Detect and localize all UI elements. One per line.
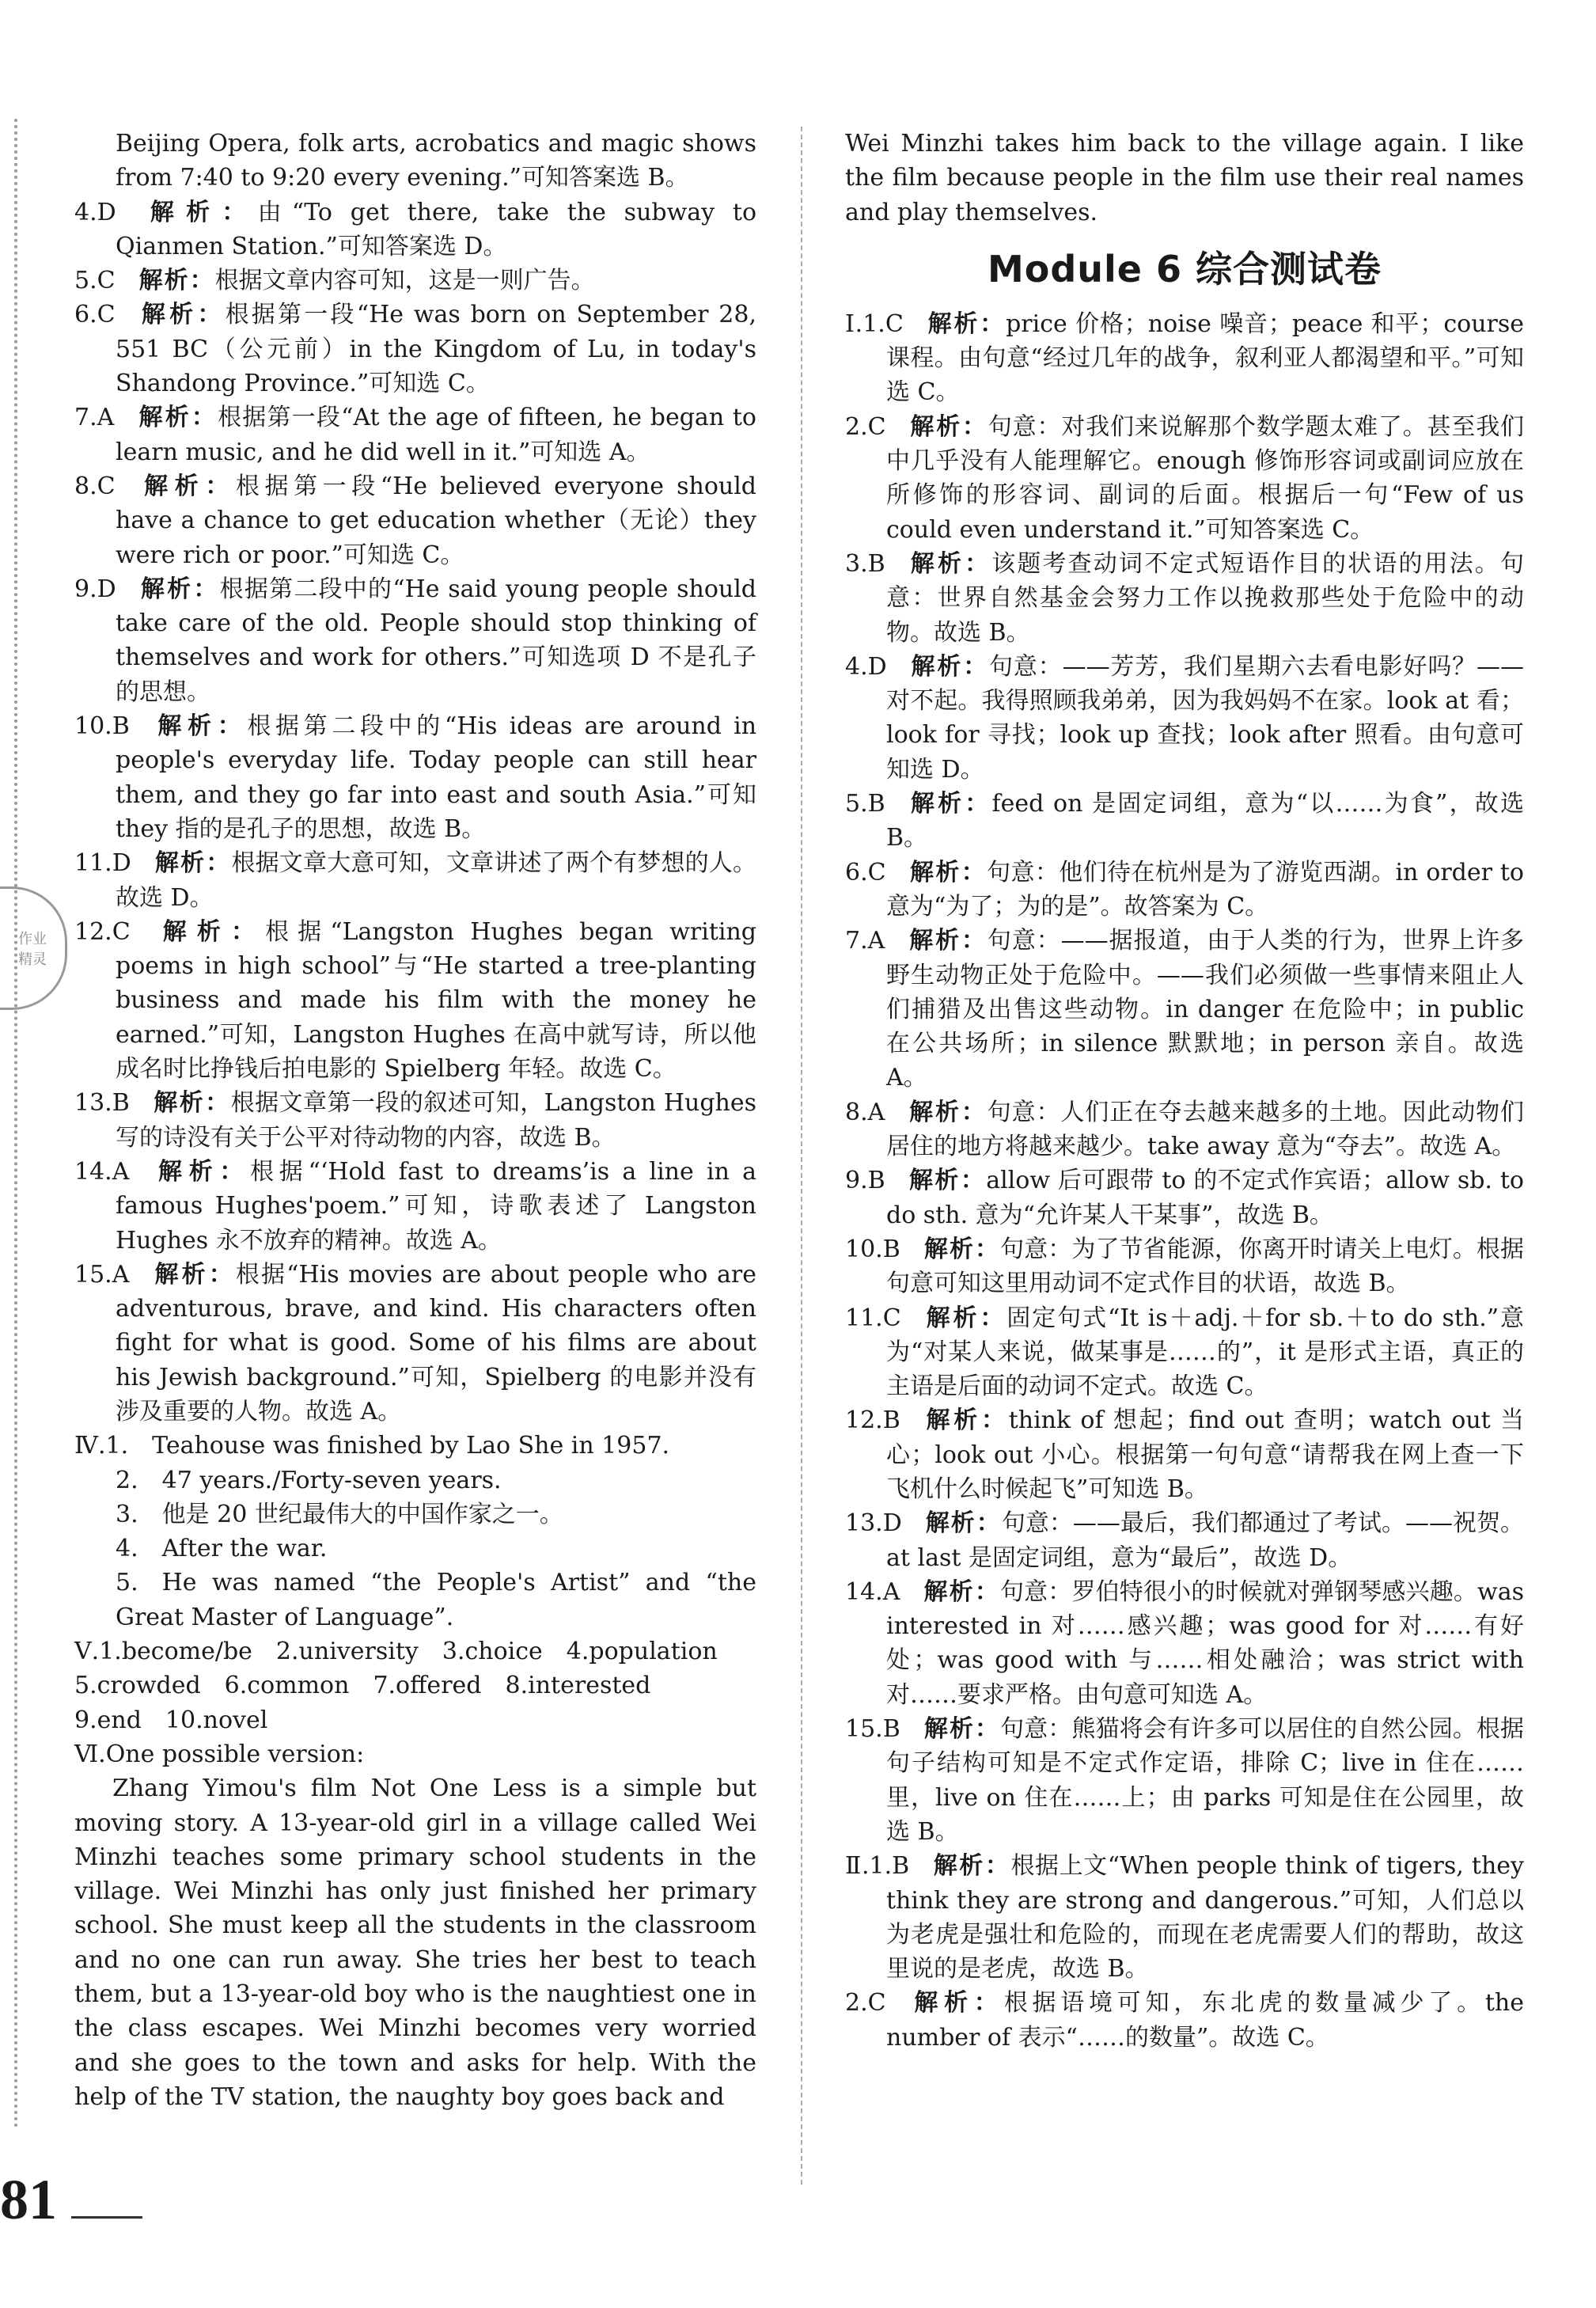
answer-item <box>845 1232 1524 1301</box>
vocab-answer: Ⅴ.1.become/be <box>74 1638 252 1666</box>
answer-number: 8.C <box>74 472 116 500</box>
answer-item <box>74 400 756 469</box>
analysis-label: 解析： <box>153 712 248 741</box>
answer-text: 句意：罗伯特很小的时候就对弹钢琴感兴趣。was interested in 对……感兴趣；was good for 对……有好处；was good with 与……相处融洽；was strict with 对……要求严格。由句意可知选 A。 <box>886 1577 1524 1709</box>
left-column <box>74 127 756 2114</box>
column-divider <box>801 127 802 2185</box>
stamp-text-1: 作业 <box>18 931 47 947</box>
answer-item <box>74 1566 756 1634</box>
vocab-answers-row <box>74 1668 756 1703</box>
answer-text: 句意：熊猫将会有许多可以居住的自然公园。根据句子结构可知是不定式作定语，排除 C；live in 住在……里，live on 住在……上；由 parks 可知是住在公园里，故选 B。 <box>886 1715 1525 1846</box>
analysis-label: 解析： <box>138 404 218 432</box>
answer-number: 15.A <box>74 1260 130 1289</box>
answer-text: think of 想起；find out 查明；watch out 当心；look out 小心。根据第一句句意“请帮我在网上查一下飞机什么时候起飞”可知选 B。 <box>886 1406 1524 1503</box>
analysis-label: 解析： <box>153 1089 231 1118</box>
analysis-label: 解析： <box>908 1167 987 1195</box>
vocab-answer: 7.offered <box>373 1672 482 1700</box>
vocab-answers-row <box>74 1634 756 1668</box>
answer-number: 2.C <box>845 1989 886 2018</box>
answer-item <box>845 1575 1524 1712</box>
answer-number: 10.B <box>74 712 130 741</box>
answer-item <box>845 307 1524 410</box>
analysis-label: 解析： <box>908 1098 988 1126</box>
answer-item <box>845 1403 1524 1506</box>
answer-text: 根据文章第一段的叙述可知，Langston Hughes 写的诗没有关于公平对待动物的内容，故选 B。 <box>116 1089 756 1152</box>
answer-item <box>845 1506 1524 1575</box>
answer-text: Beijing Opera, folk arts, acrobatics and magic shows from 7:40 to 9:20 every evening.”可知答案选 B。 <box>116 130 756 192</box>
answer-item <box>845 1301 1524 1404</box>
answer-text: 根据文章内容可知，这是一则广告。 <box>214 267 595 295</box>
analysis-label: 解析： <box>153 1157 251 1186</box>
vocab-answer: 3.choice <box>442 1638 543 1666</box>
analysis-label: 解析： <box>909 1989 1004 2018</box>
page-number: 81 <box>0 2168 57 2231</box>
answer-number: 3. <box>116 1500 138 1528</box>
answer-text: 根据第一段“At the age of fifteen, he began to learn music, and he did well in it.”可知选 A。 <box>116 404 756 466</box>
vocab-answer: 8.interested <box>505 1672 651 1700</box>
answer-number: 2.C <box>845 412 886 441</box>
answer-item <box>74 127 756 195</box>
answer-text: price 价格；noise 噪音；peace 和平；course 课程。由句意“经过几年的战争，叙利亚人都渴望和平。”可知选 C。 <box>886 309 1525 407</box>
answer-text: 句意：他们待在杭州是为了游览西湖。in order to 意为“为了；为的是”。故答案为 C。 <box>886 858 1524 921</box>
answer-item <box>74 469 756 572</box>
vocab-answer: 4.population <box>566 1638 718 1666</box>
answer-text: 句意：对我们来说解那个数学题太难了。甚至我们中几乎没有人能理解它。enough 修饰形容词或副词应放在所修饰的形容词、副词的后面。根据后一句“Few of us could even understand it.”可知答案选 C。 <box>886 412 1525 544</box>
analysis-label: 解析： <box>925 1509 1002 1538</box>
sample-essay: Zhang Yimou's film Not One Less is a simple but moving story. A 13-year-old girl in a village called Wei Minzhi teaches some primary school students in the village. Wei Minzhi has only just finished her primary school. She must keep all the students in the classroom and no one can run away. She tries her best to teach them, but a 13-year-old boy who is the naughtiest one in the class escapes. Wei Minzhi becomes very worried and she goes to the town and asks for help. With the help of the TV station, the naughty boy goes back and <box>74 1775 756 2111</box>
stamp-text-2: 精灵 <box>18 951 47 968</box>
answer-number: 12.B <box>845 1406 900 1435</box>
analysis-label: 解析： <box>153 1260 236 1289</box>
answer-number: 15.B <box>845 1715 900 1744</box>
answer-number: 9.D <box>74 575 116 603</box>
answer-item <box>845 1849 1524 1986</box>
answer-number: 11.C <box>845 1304 901 1332</box>
writing-heading: Ⅵ.One possible version: <box>74 1740 365 1768</box>
answer-number: 13.B <box>74 1089 130 1118</box>
sample-essay-continued: Wei Minzhi takes him back to the village again. I like the film because people in the film use their real names and play themselves. <box>845 130 1524 226</box>
answer-text: 句意：——据报道，由于人类的行为，世界上许多野生动物正处于危险中。——我们必须做一些事情来阻止人们捕猎及出售这些动物。in danger 在危险中；in public 在公共场所；in silence 默默地；in person 亲自。故选 A。 <box>886 927 1525 1092</box>
answer-number: 3.B <box>845 549 885 578</box>
answer-item <box>845 650 1524 787</box>
answer-item <box>845 787 1524 856</box>
answer-text: 句意：——芳芳，我们星期六去看电影好吗？——对不起。我得照顾我弟弟，因为我妈妈不在家。look at 看；look for 寻找；look up 查找；look after 照看。由句意可知选 D。 <box>886 652 1525 784</box>
analysis-label: 解析： <box>908 790 992 818</box>
answer-item <box>74 1086 756 1155</box>
answer-number: 12.C <box>74 917 131 946</box>
analysis-label: 解析： <box>924 1304 1007 1332</box>
answer-number: 14.A <box>74 1157 130 1186</box>
answer-item <box>74 1429 756 1463</box>
answer-item <box>845 410 1524 547</box>
answer-number: 5.C <box>74 267 116 295</box>
answer-text: 根据“His movies are about people who are adventurous, brave, and kind. His characters often fight for what is good. Some of his films are about his Jewish background.”可知，Spielberg 的电影并没有涉及重要的人物。故选 A。 <box>116 1260 756 1425</box>
answer-item <box>845 924 1524 1095</box>
answer-item <box>74 298 756 400</box>
analysis-label: 解析： <box>908 927 988 955</box>
analysis-label: 解析： <box>923 1715 1001 1744</box>
answer-text: allow 后可跟带 to 的不定式作宾语；allow sb. to do sth. 意为“允许某人干某事”，故选 B。 <box>886 1167 1524 1229</box>
answer-number: 9.B <box>845 1167 885 1195</box>
analysis-label: 解析： <box>139 198 258 226</box>
answer-text: 固定句式“It is＋adj.＋for sb.＋to do sth.”意为“对某人来说，做某事是……的”，it 是形式主语，真正的主语是后面的动词不定式。故选 C。 <box>886 1304 1524 1401</box>
answer-number: 11.D <box>74 849 131 878</box>
answer-item <box>845 1712 1524 1849</box>
module-title: Module 6 综合测试卷 <box>987 247 1382 290</box>
vocab-answers-row <box>74 1703 756 1737</box>
analysis-label: 解析： <box>909 412 988 441</box>
analysis-label: 解析： <box>933 1852 1011 1881</box>
analysis-label: 解析： <box>927 309 1007 338</box>
analysis-label: 解析： <box>908 549 992 578</box>
answer-text: After the war. <box>161 1535 328 1563</box>
answer-number: 14.A <box>845 1577 900 1606</box>
answer-item <box>74 846 756 915</box>
analysis-label: 解析： <box>923 1406 1009 1435</box>
answer-item <box>74 915 756 1086</box>
analysis-label: 解析： <box>910 652 990 681</box>
answer-number: 8.A <box>845 1098 885 1126</box>
answer-text: 根据文章大意可知，文章讲述了两个有梦想的人。故选 D。 <box>116 849 757 912</box>
answer-number: 6.C <box>74 301 116 329</box>
answer-item <box>74 1258 756 1429</box>
answer-text: 根据上文“When people think of tigers, they think they are strong and dangerous.”可知，人们总以为老虎是强壮和危险的，而现在老虎需要人们的帮助，故这里说的是老虎，故选 B。 <box>886 1852 1524 1983</box>
analysis-label: 解析： <box>154 849 232 878</box>
answer-item <box>845 1986 1524 2055</box>
analysis-label: 解析： <box>923 1577 1000 1606</box>
page-number-rule <box>71 2216 142 2219</box>
answer-number: 13.D <box>845 1509 902 1538</box>
answer-text: 根据语境可知，东北虎的数量减少了。the number of 表示“……的数量”。故选 C。 <box>886 1989 1524 2052</box>
answer-text: feed on 是固定词组，意为“以……为食”，故选 B。 <box>886 790 1524 852</box>
analysis-label: 解析： <box>138 267 215 295</box>
answer-number: 4.D <box>845 652 887 681</box>
answer-text: 句意：人们正在夺去越来越多的土地。因此动物们居住的地方将越来越少。take away 意为“夺去”。故选 A。 <box>886 1098 1525 1161</box>
answer-number: 4. <box>116 1535 138 1563</box>
vocab-answer: 5.crowded <box>74 1672 201 1700</box>
answer-text: 根据第二段中的“His ideas are around in people's everyday life. Today people can still hear them, and they go far into east and south Asia.”可知 they 指的是孔子的思想，故选 B。 <box>116 712 757 843</box>
analysis-label: 解析： <box>154 917 266 946</box>
vocab-answer: 10.novel <box>165 1706 268 1734</box>
vocab-answer: 2.university <box>275 1638 419 1666</box>
answer-text: 根据第一段“He believed everyone should have a chance to get education whether（无论）they were rich or poor.”可知选 C。 <box>116 472 757 569</box>
answer-text: He was named “the People's Artist” and “the Great Master of Language”. <box>116 1569 756 1631</box>
answer-number: Ⅱ.1.B <box>845 1852 910 1881</box>
answer-item <box>74 1498 756 1532</box>
answer-text: 根据第二段中的“He said young people should take care of the old. People should stop thinking of themselves and work for others.”可知选项 D 不是孔子的思想。 <box>116 575 756 706</box>
answer-number: 4.D <box>74 198 116 226</box>
answer-number: 6.C <box>845 858 886 886</box>
answer-text: 该题考查动词不定式短语作目的状语的用法。句意：世界自然基金会努力工作以挽救那些处于危险中的动物。故选 B。 <box>886 549 1525 647</box>
answer-text: 他是 20 世纪最伟大的中国作家之一。 <box>161 1500 563 1528</box>
answer-text: 由“To get there, take the subway to Qianmen Station.”可知答案选 D。 <box>116 198 756 260</box>
answer-item <box>74 572 756 709</box>
analysis-label: 解析： <box>138 301 226 329</box>
answer-item <box>845 1163 1524 1232</box>
answer-number: 7.A <box>74 404 115 432</box>
answer-text: 47 years./Forty-seven years. <box>161 1466 502 1494</box>
answer-number: 5.B <box>845 790 885 818</box>
answer-number: Ⅳ.1. <box>74 1432 129 1460</box>
analysis-label: 解析： <box>909 858 988 886</box>
vocab-answer: 6.common <box>224 1672 350 1700</box>
answer-item <box>74 264 756 298</box>
binding-dotted-line <box>14 119 17 2129</box>
answer-number: 10.B <box>845 1235 900 1263</box>
answer-item <box>74 195 756 264</box>
answer-item <box>74 1463 756 1498</box>
answer-item <box>845 1095 1524 1164</box>
answer-text: 根据“Langston Hughes began writing poems in high school”与“He started a tree-planting business and made his film with the money he earned.”可知，Langston Hughes 在高中就写诗，所以他成名时比挣钱后拍电影的 Spielberg 年轻。故选 C。 <box>116 917 757 1084</box>
answer-item <box>74 709 756 846</box>
answer-number: Ⅰ.1.C <box>845 309 904 338</box>
answer-item <box>845 547 1524 650</box>
answer-number: 2. <box>116 1466 138 1494</box>
answer-text: 根据“‘Hold fast to dreams’is a line in a famous Hughes'poem.”可知，诗歌表述了 Langston Hughes 永不放弃的精神。故选 A。 <box>116 1157 757 1255</box>
analysis-label: 解析： <box>923 1235 1001 1263</box>
analysis-label: 解析： <box>139 575 220 603</box>
answer-number: 7.A <box>845 927 885 955</box>
answer-item <box>845 856 1524 924</box>
answer-text: 句意：——最后，我们都通过了考试。——祝贺。at last 是固定词组，意为“最后”，故选 D。 <box>886 1509 1525 1572</box>
answer-text: Teahouse was finished by Lao She in 1957. <box>152 1432 670 1460</box>
vocab-answer: 9.end <box>74 1706 142 1734</box>
answer-text: 句意：为了节省能源，你离开时请关上电灯。根据句意可知这里用动词不定式作目的状语，故选 B。 <box>886 1235 1525 1298</box>
answer-item <box>74 1532 756 1566</box>
right-column <box>845 127 1524 2055</box>
answer-number: 5. <box>116 1569 138 1597</box>
analysis-label: 解析： <box>138 472 236 500</box>
stamp-logo <box>0 886 67 1010</box>
answer-item <box>74 1155 756 1258</box>
answer-text: 根据第一段“He was born on September 28, 551 BC（公元前）in the Kingdom of Lu, in today's Shandong Province.”可知选 C。 <box>116 301 756 398</box>
